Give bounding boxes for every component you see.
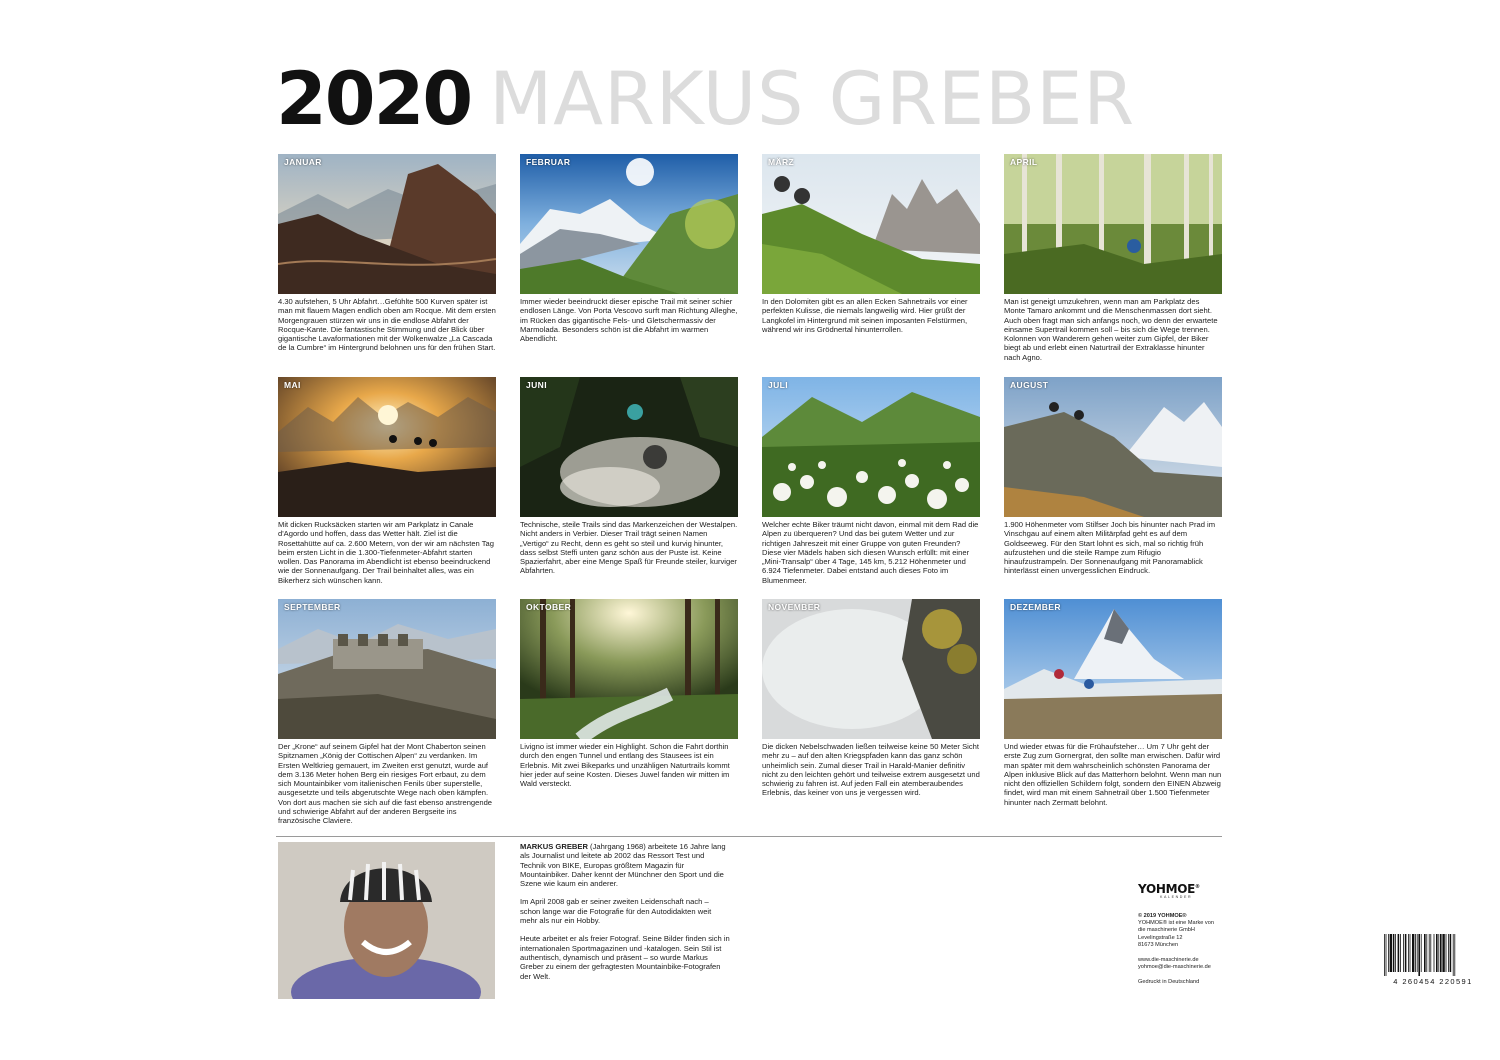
bio-paragraph: MARKUS GREBER (Jahrgang 1968) arbeitete 16 Jahre lang als Journalist und leitete ab 2002 das Ressort Test und Technik von BIKE, Europas größtem Magazin für Mountainbiker. Daher kennt der Münchner den Sport und die Szene wie kaum ein anderer. <box>520 842 726 889</box>
month-description: Mit dicken Rucksäcken starten wir am Parkplatz in Canale d'Agordo und hoffen, dass das Wetter hält. Ziel ist die Rosettahütte auf ca. 2.600 Metern, von der wir am nächsten Tag beim ersten Licht in die 1.300-Tiefenmeter-Abfahrt starten wollen. Das Panorama im Abendlicht ist ebenso beeindruckend wie der Sonnenaufgang. Der Trail beinhaltet alles, was ein Bikerherz sich wünschen kann. <box>278 520 494 585</box>
month-description: Livigno ist immer wieder ein Highlight. Schon die Fahrt dorthin durch den engen Tunnel und entlang des Stausees ist ein Erlebnis. Mit zwei Bikeparks und unzähligen Naturtrails kommt hier jeder auf seine Kosten. Dieses Juwel fanden wir mitten im Wald versteckt. <box>520 742 730 789</box>
month-description: Immer wieder beeindruckt dieser epische Trail mit seiner schier endlosen Länge. Von Porta Vescovo surft man Richtung Alleghe, im Rücken das gigantische Fels- und Gletschermassiv der Marmolada. Besonders schön ist die Abfahrt im warmen Abendlicht. <box>520 297 738 344</box>
month-photo <box>762 154 980 294</box>
month-card-oktober <box>520 599 738 788</box>
month-card-dezember <box>1004 599 1222 807</box>
month-label: AUGUST <box>1010 380 1049 390</box>
month-photo <box>278 599 496 739</box>
month-label: FEBRUAR <box>526 157 571 167</box>
month-photo <box>520 154 738 294</box>
month-label: OKTOBER <box>526 602 572 612</box>
month-description: Welcher echte Biker träumt nicht davon, einmal mit dem Rad die Alpen zu überqueren? Und das bei gutem Wetter und zur richtigen Jahreszeit mit einer Gruppe von guten Freunden? Diese vier Mädels haben sich diesen Wunsch erfüllt: mit einer „Mini-Transalp“ über 4 Tage, 145 km, 5.212 Höhenmeter und 6.924 Tiefenmeter. Dabei entstand auch dieses Foto im Blumenmeer. <box>762 520 979 585</box>
printed-in: Gedruckt in Deutschland <box>1138 979 1200 986</box>
month-description: 1.900 Höhenmeter vom Stilfser Joch bis hinunter nach Prad im Vinschgau auf einem alten Militärpfad geht es auf dem Goldseeweg. Für den Start lohnt es sich, mal so richtig früh aufzustehen und die steile Rampe zum Rifugio hinaufzustrampeln. Der Sonnenaufgang mit Panoramablick hinterlässt einen unvergesslichen Eindruck. <box>1004 520 1216 576</box>
month-description: 4.30 aufstehen, 5 Uhr Abfahrt…Gefühlte 500 Kurven später ist man mit flauem Magen endlich oben am Rocque. Mit dem ersten Morgengrauen stürzen wir uns in die endlose Abfahrt der Rocque-Kante. Die fantastische Stimmung und der Blick über gigantische Lavaformationen mit der Wolkenwalze „La Cascada de la Cumbre“ im Hintergrund belohnen uns für den frühen Start. <box>278 297 496 353</box>
month-card-juni <box>520 377 738 576</box>
barcode-bars <box>1382 934 1484 976</box>
month-card-juli <box>762 377 980 585</box>
month-photo <box>1004 377 1222 517</box>
copyright-line: © 2019 YOHMOE® <box>1138 913 1187 919</box>
title-photographer: MARKUS GREBER <box>489 57 1136 142</box>
photographer-bio <box>520 842 730 990</box>
month-description: In den Dolomiten gibt es an allen Ecken Sahnetrails vor einer perfekten Kulisse, die niemals langweilig wird. Hier grüßt der Langkofel im Hintergrund mit seinen imposanten Felstürmen, während wir ins Grödnertal hinunterrollen. <box>762 297 968 334</box>
month-photo <box>1004 154 1222 294</box>
yohmoe-logo: YOHMOE® <box>1138 882 1200 896</box>
month-description: Die dicken Nebelschwaden ließen teilweise keine 50 Meter Sicht mehr zu – auf den alten Kriegspfaden kann das ganz schön unheimlich sein. Zumal dieser Trail in Harald-Manier definitiv nicht zu den leichten gehört und teilweise extrem ausgesetzt und schwierig zu fahren ist. Auf jeden Fall ein atemberaubendes Erlebnis, das keiner von uns je vergessen wird. <box>762 742 980 798</box>
month-card-mai <box>278 377 496 585</box>
month-label: MÄRZ <box>768 157 795 167</box>
barcode-number: 4 260454 220591 <box>1393 977 1473 986</box>
section-divider <box>276 836 1222 837</box>
month-card-april <box>1004 154 1222 362</box>
month-card-august <box>1004 377 1222 576</box>
month-photo <box>1004 599 1222 739</box>
bio-paragraph: Im April 2008 gab er seiner zweiten Leidenschaft nach – schon lange war die Fotografie für den Autodidakten weit mehr als nur ein Hobby. <box>520 897 712 926</box>
month-label: DEZEMBER <box>1010 602 1061 612</box>
email: yohmoe@die-maschinerie.de <box>1138 964 1211 971</box>
month-label: JANUAR <box>284 157 322 167</box>
month-photo <box>278 377 496 517</box>
month-card-februar <box>520 154 738 343</box>
month-label: JULI <box>768 380 789 390</box>
bio-name: MARKUS GREBER <box>520 842 588 851</box>
imprint-text: © 2019 YOHMOE® YOHMOE® ist eine Marke von die maschinerie GmbH Levelingstraße 12 81673 München www.die-maschinerie.de yohmoe@die-maschinerie.de Gedruckt in Deutschland <box>1138 913 1228 987</box>
month-description: Der „Krone“ auf seinem Gipfel hat der Mont Chaberton seinen Spitznamen „König der Cottischen Alpen“ zu verdanken. Im Ersten Weltkrieg gemauert, im Zweiten erst genutzt, wurde auf dem 3.136 Meter hohen Berg ein riesiges Fort erbaut, zu dem sich Mountainbiker vom italienischen Fenils über superstelle, ausgesetzte und teils abgerutschte Wege nach oben kämpfen. Von dort aus machen sie sich auf die fast ebenso anstrengende und schwierige Abfahrt auf der anderen Bergseite ins französische Claviere. <box>278 742 493 826</box>
month-label: NOVEMBER <box>768 602 821 612</box>
month-card-maerz <box>762 154 980 334</box>
month-photo <box>278 154 496 294</box>
month-card-november <box>762 599 980 798</box>
logo-subtitle: KALENDER <box>1160 895 1193 899</box>
month-photo <box>762 599 980 739</box>
bio-paragraph: Heute arbeitet er als freier Fotograf. Seine Bilder finden sich in internationalen Sportmagazinen und -katalogen. Sein Stil ist authentisch, dynamisch und präsent – so wurde Markus Greber zu einem der gefragtesten Mountainbike-Fotografen der Welt. <box>520 934 730 981</box>
website: www.die-maschinerie.de <box>1138 957 1199 964</box>
month-label: MAI <box>284 380 301 390</box>
month-description: Man ist geneigt umzukehren, wenn man am Parkplatz des Monte Tamaro ankommt und die Menschenmassen dort sieht. Auch oben fragt man sich anfangs noch, wo denn der erwartete einsame Supertrail kommen soll – bis sich die Wege trennen. Kolonnen von Wanderern gehen weiter zum Gipfel, der Biker biegt ab und erlebt einen Naturtrail der Extraklasse hinunter nach Agno. <box>1004 297 1218 362</box>
month-card-januar <box>278 154 496 353</box>
publisher-imprint <box>1138 882 1228 987</box>
ean-barcode <box>1382 934 1484 986</box>
title-year: 2020 <box>276 57 472 142</box>
month-card-september <box>278 599 496 826</box>
month-label: JUNI <box>526 380 547 390</box>
month-description: Und wieder etwas für die Frühaufsteher… Um 7 Uhr geht der erste Zug zum Gornergrat, den sollte man erwischen. Dafür wird man später mit dem wahrscheinlich schönsten Panorama der Alpen inklusive Blick auf das Matterhorn belohnt. Wenn man nun nicht den offiziellen Schildern folgt, sondern den EINEN Abzweig findet, wird man mit einem Sahnetrail über 1.500 Tiefenmeter hinunter nach Zermatt belohnt. <box>1004 742 1222 807</box>
month-description: Technische, steile Trails sind das Markenzeichen der Westalpen. Nicht anders in Verbier. Dieser Trail trägt seinen Namen „Vertigo“ zu Recht, denn es geht so steil und kurvig hinunter, dass selbst Steffi unten ganz schön aus der Puste ist. Keine Spazierfahrt, aber eine Menge Spaß für Freunde steiler, kurviger Abfahrten. <box>520 520 738 576</box>
calendar-title <box>276 57 1136 142</box>
month-photo <box>520 599 738 739</box>
month-photo <box>762 377 980 517</box>
month-label: APRIL <box>1010 157 1038 167</box>
photographer-portrait <box>278 842 495 999</box>
month-photo <box>520 377 738 517</box>
month-label: SEPTEMBER <box>284 602 341 612</box>
